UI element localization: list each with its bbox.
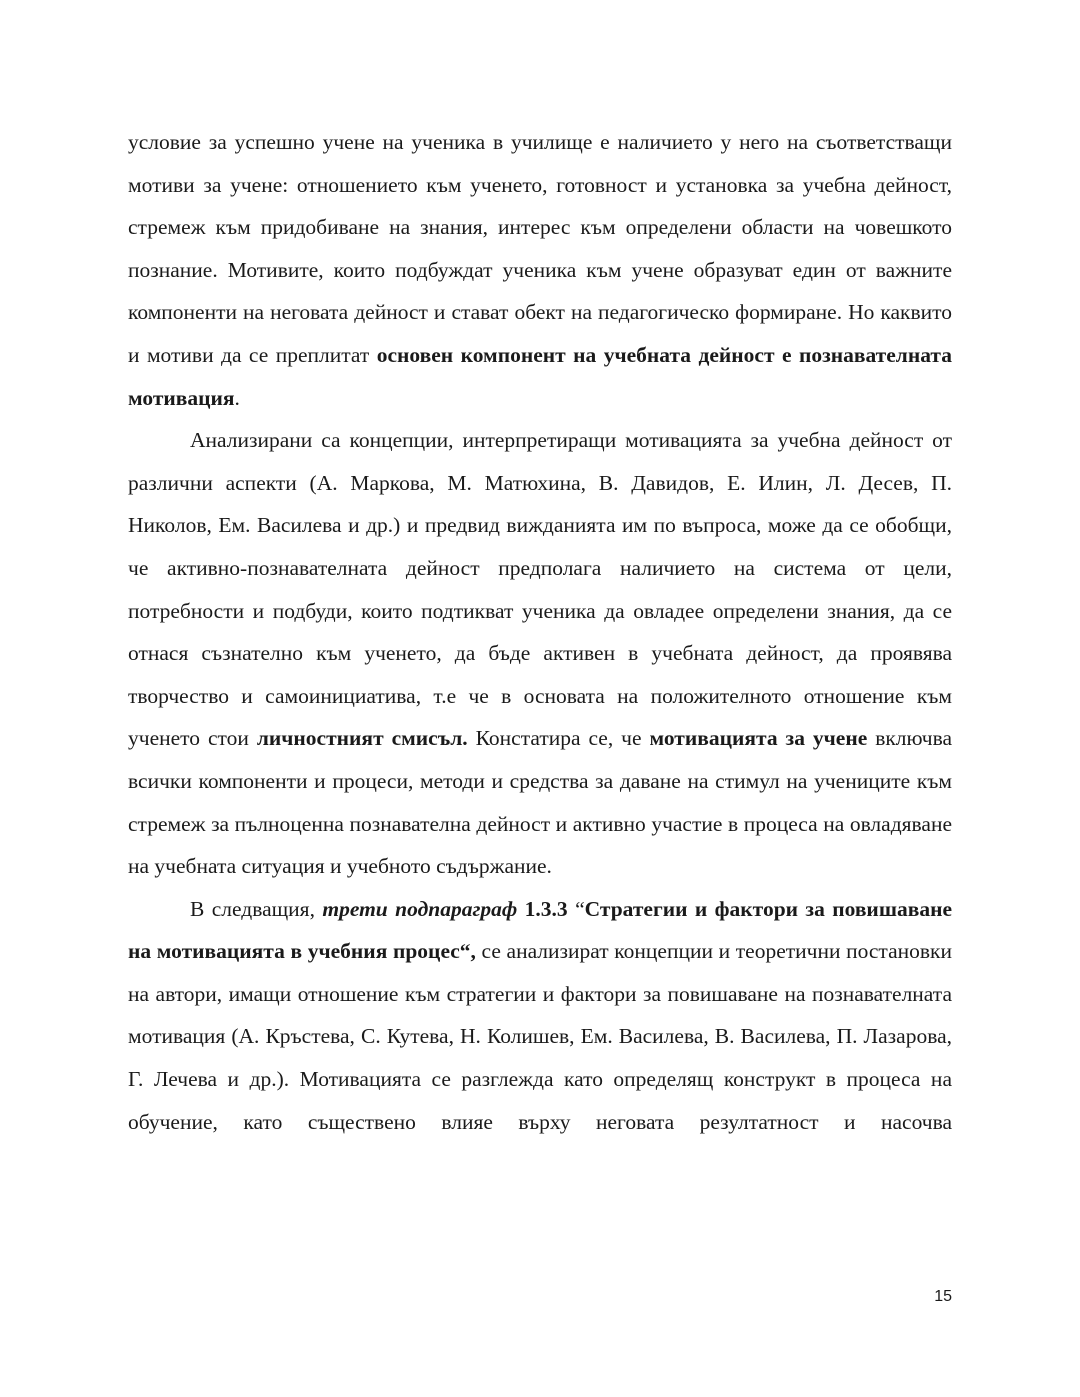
paragraph-2 xyxy=(128,419,952,888)
paragraph-1-text-2: . xyxy=(234,385,240,410)
paragraph-1-text-1: условие за успешно учене на ученика в училище е наличието у него на съответстващи мотиви за учене: отношението към ученето, готовност и установка за учебна дейност, стремеж към придобиване на знания, интерес към определени области на човешкото познание. Мотивите, които подбуждат ученика към учене образуват един от важните компоненти на неговата дейност и стават обект на педагогическо формиране. Но каквито и мотиви да се преплитат xyxy=(128,130,952,367)
paragraph-2-bold-2: мотивацията за учене xyxy=(649,726,868,751)
paragraph-1-bold-1: основен компонент на учебната дейност е познавателната мотивация xyxy=(128,342,952,410)
document-page xyxy=(128,121,952,1143)
paragraph-3 xyxy=(128,888,952,1144)
page-number: 15 xyxy=(934,1288,952,1305)
paragraph-1 xyxy=(128,121,952,419)
paragraph-3-text-1: В следващия, xyxy=(190,896,323,921)
paragraph-3-bold-2: Стратегии и фактори за повишаване на мотивацията в учебния процес“, xyxy=(128,896,953,964)
paragraph-3-text-2: “ xyxy=(575,896,585,921)
paragraph-2-text-2: Констатира се, че xyxy=(467,726,650,751)
paragraph-3-bold-1: 1.3.3 xyxy=(517,896,576,921)
paragraph-3-bold-italic-1: трети подпараграф xyxy=(322,896,518,921)
paragraph-2-bold-1: личностният смисъл. xyxy=(256,726,468,751)
paragraph-2-text-3: включва всички компоненти и процеси, методи и средства за даване на стимул на учениците към стремеж за пълноценна познавателна дейност и активно участие в процеса на овладяване на учебната ситуация и учебното съдържание. xyxy=(128,726,952,879)
paragraph-3-text-3: се анализират концепции и теоретични постановки на автори, имащи отношение към стратегии и фактори за повишаване на познавателната мотивация (А. Кръстева, С. Кутева, Н. Колишев, Ем. Василева, В. Василева, П. Лазарова, Г. Лечева и др.). Мотивацията се разглежда като определящ конструкт в процеса на обучение, като съществено влияе върху неговата резултатност и насочва xyxy=(128,939,952,1134)
paragraph-2-text-1: Анализирани са концепции, интерпретиращи мотивацията за учебна дейност от различни аспекти (А. Маркова, М. Матюхина, В. Давидов, Е. Илин, Л. Десев, П. Николов, Ем. Василева и др.) и предвид вижданията им по въпроса, може да се обобщи, че активно-познавателната дейност предполага наличието на система от цели, потребности и подбуди, които подтикват ученика да овладее определени знания, да се отнася съзнателно към ученето, да бъде активен в учебната дейност, да проявява творчество и самоинициатива, т.е че в основата на положителното отношение към ученето стои xyxy=(128,428,952,751)
